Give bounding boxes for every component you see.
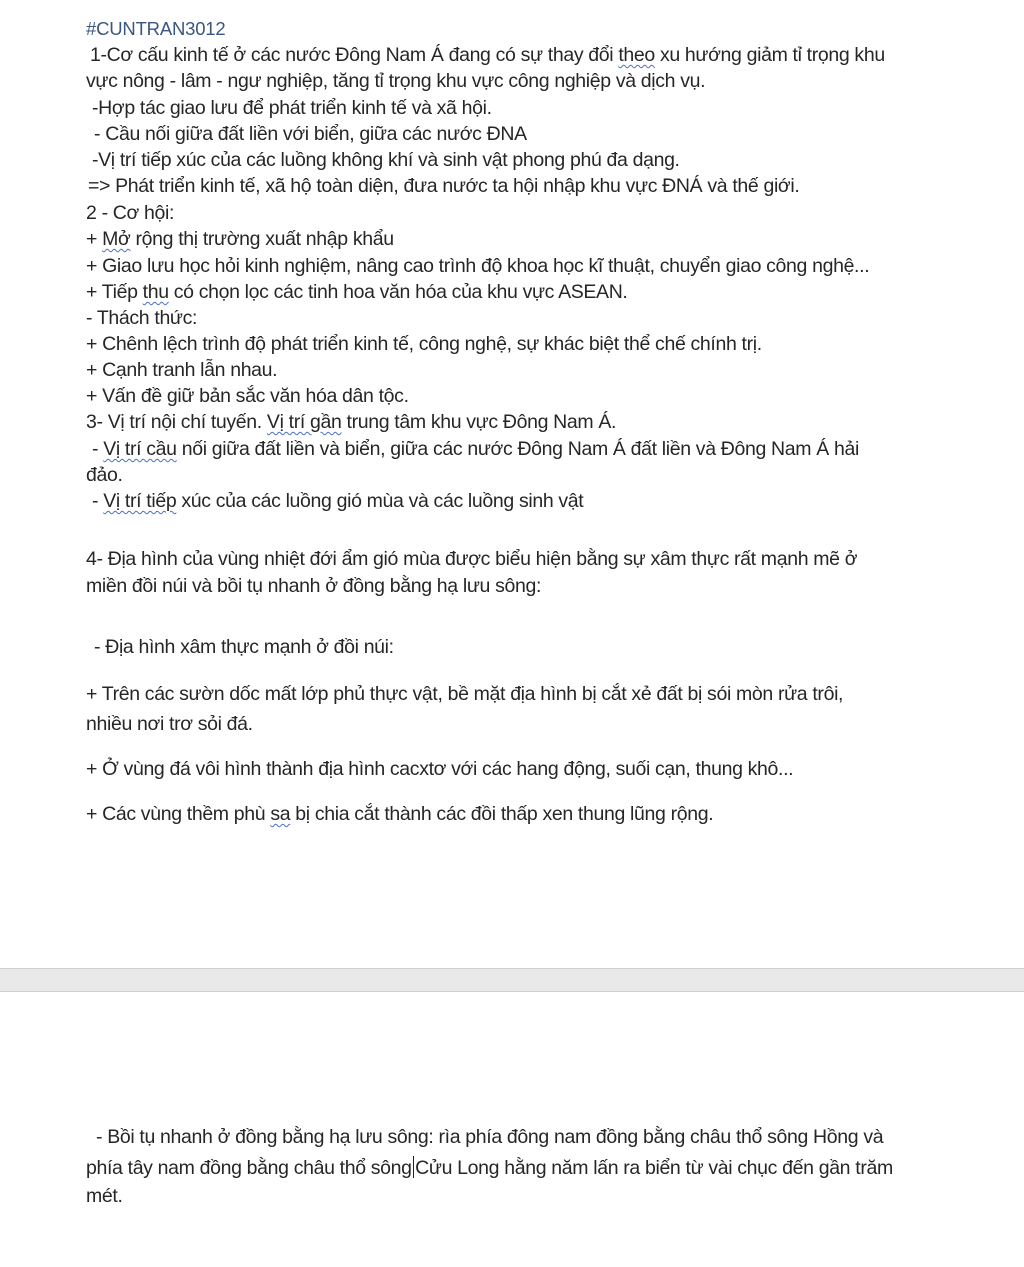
- paragraph-line: đảo.: [86, 464, 123, 486]
- paragraph-line: phía tây nam đồng bằng châu thổ sông Cửu Long hằng năm lấn ra biển từ vài chục đến gần trăm: [86, 1157, 893, 1179]
- paragraph-line: - Địa hình xâm thực mạnh ở đồi núi:: [94, 636, 394, 658]
- paragraph-line: + Các vùng thềm phù sa bị chia cắt thành các đồi thấp xen thung lũng rộng.: [86, 803, 714, 825]
- paragraph-line: - Vị trí cầu nối giữa đất liền và biển, giữa các nước Đông Nam Á đất liền và Đông Nam Á hải: [92, 438, 859, 460]
- paragraph-line: nhiều nơi trơ sỏi đá.: [86, 713, 253, 735]
- paragraph-line: - Thách thức:: [86, 307, 198, 329]
- paragraph-line: vực nông - lâm - ngư nghiệp, tăng tỉ trọng khu vực công nghiệp và dịch vụ.: [86, 70, 706, 92]
- text-cursor: [413, 1156, 415, 1178]
- paragraph-line: + Tiếp thu có chọn lọc các tinh hoa văn hóa của khu vực ASEAN.: [86, 281, 628, 303]
- paragraph-line: - Bồi tụ nhanh ở đồng bằng hạ lưu sông: rìa phía đông nam đồng bằng châu thổ sông Hồng và: [96, 1126, 884, 1148]
- paragraph-line: + Cạnh tranh lẫn nhau.: [86, 359, 278, 381]
- paragraph-line: + Giao lưu học hỏi kinh nghiệm, nâng cao trình độ khoa học kĩ thuật, chuyển giao công nghệ...: [86, 255, 870, 277]
- paragraph-line: miền đồi núi và bồi tụ nhanh ở đồng bằng hạ lưu sông:: [86, 575, 542, 597]
- paragraph-line: + Ở vùng đá vôi hình thành địa hình cacxtơ với các hang động, suối cạn, thung khô...: [86, 758, 794, 780]
- paragraph-line: - Vị trí tiếp xúc của các luồng gió mùa và các luồng sinh vật: [92, 490, 584, 512]
- paragraph-line: 3- Vị trí nội chí tuyến. Vị trí gần trung tâm khu vực Đông Nam Á.: [86, 411, 617, 433]
- paragraph-line: 4- Địa hình của vùng nhiệt đới ẩm gió mùa được biểu hiện bằng sự xâm thực rất mạnh mẽ ở: [86, 548, 858, 570]
- hashtag-heading: #CUNTRAN3012: [86, 18, 226, 39]
- paragraph-line: 1-Cơ cấu kinh tế ở các nước Đông Nam Á đang có sự thay đổi theo xu hướng giảm tỉ trọng khu: [90, 44, 885, 66]
- paragraph-line: -Hợp tác giao lưu để phát triển kinh tế và xã hội.: [92, 97, 492, 119]
- page-break: [0, 968, 1024, 992]
- paragraph-line: -Vị trí tiếp xúc của các luồng không khí và sinh vật phong phú đa dạng.: [92, 149, 680, 171]
- paragraph-line: + Vấn đề giữ bản sắc văn hóa dân tộc.: [86, 385, 409, 407]
- paragraph-line: mét.: [86, 1185, 123, 1207]
- paragraph-line: + Mở rộng thị trường xuất nhập khẩu: [86, 228, 394, 250]
- paragraph-line: + Chênh lệch trình độ phát triển kinh tế, công nghệ, sự khác biệt thể chế chính trị.: [86, 333, 762, 355]
- paragraph-line: - Cầu nối giữa đất liền với biển, giữa các nước ĐNA: [94, 123, 527, 145]
- paragraph-line: 2 - Cơ hội:: [86, 202, 175, 224]
- paragraph-line: + Trên các sườn dốc mất lớp phủ thực vật, bề mặt địa hình bị cắt xẻ đất bị sói mòn rửa trôi,: [86, 683, 844, 705]
- paragraph-line: => Phát triển kinh tế, xã hộ toàn diện, đưa nước ta hội nhập khu vực ĐNÁ và thế giới.: [88, 175, 800, 197]
